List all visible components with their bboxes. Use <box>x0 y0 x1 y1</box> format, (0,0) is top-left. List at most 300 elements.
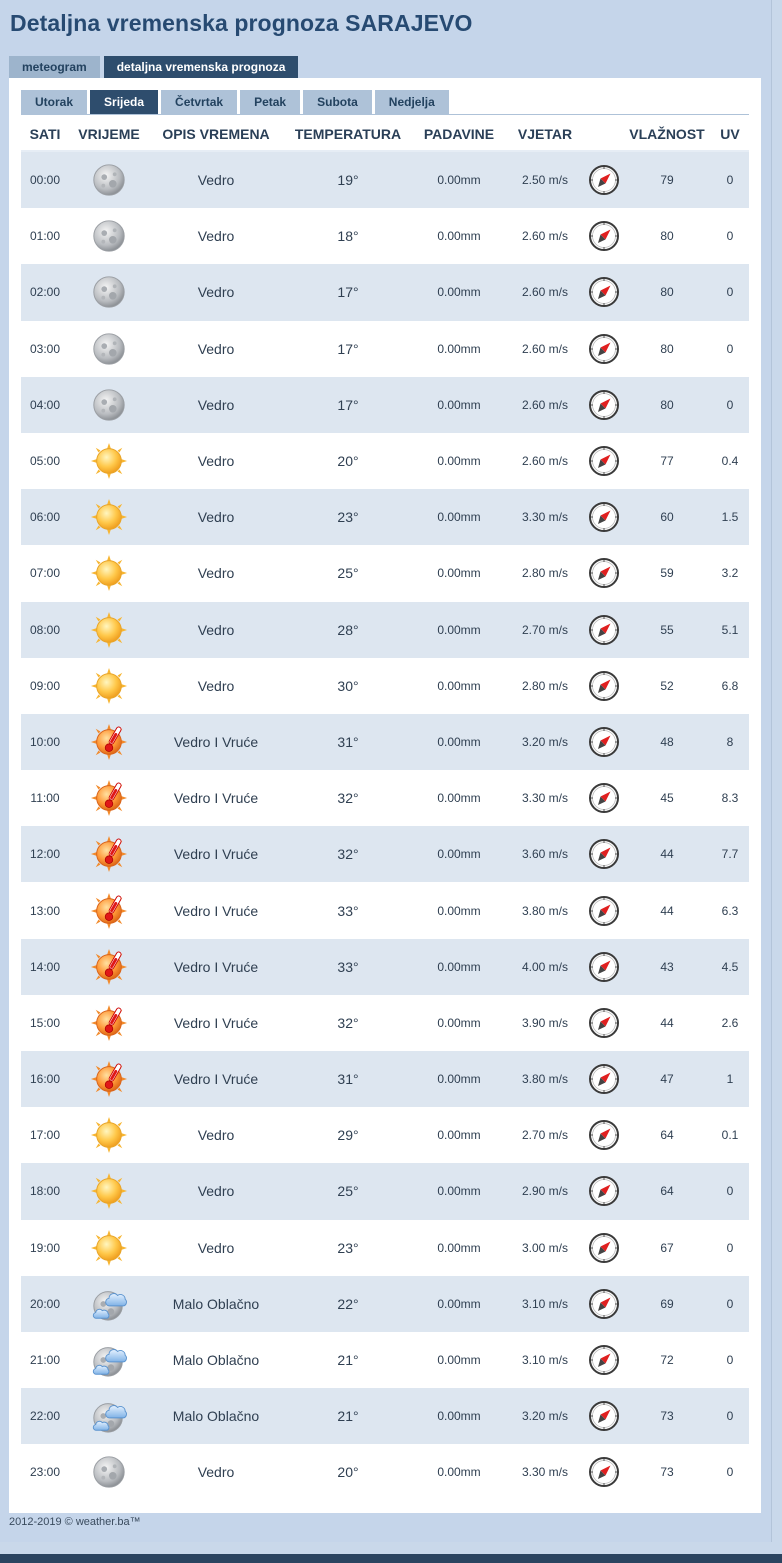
cell-sati: 16:00 <box>29 1072 61 1087</box>
cell-vrijeme <box>69 442 149 480</box>
moon-clear-icon <box>90 161 128 199</box>
compass-icon <box>588 1007 620 1039</box>
cell-temperatura: 29° <box>337 1127 359 1144</box>
sun-icon <box>90 498 128 536</box>
cell-wind-direction <box>585 1232 623 1264</box>
cell-vjetar: 2.60 m/s <box>521 454 569 469</box>
sun-icon <box>90 442 128 480</box>
cell-vjetar: 2.50 m/s <box>521 173 569 188</box>
cell-opis: Vedro I Vruće <box>173 790 259 807</box>
day-tabs <box>21 90 449 114</box>
cell-vjetar: 2.80 m/s <box>521 566 569 581</box>
cell-vlaznost: 55 <box>660 622 674 637</box>
cell-padavine: 0.00mm <box>437 734 481 749</box>
cell-temperatura: 20° <box>337 1464 359 1481</box>
cell-sati: 19:00 <box>29 1240 61 1255</box>
cell-vrijeme <box>69 217 149 255</box>
table-row <box>21 995 749 1051</box>
cell-temperatura: 18° <box>337 228 359 245</box>
table-row <box>21 602 749 658</box>
cell-vjetar: 2.70 m/s <box>521 1128 569 1143</box>
cell-temperatura: 25° <box>337 1183 359 1200</box>
main-tabs <box>9 56 298 78</box>
cell-uv: 1.5 <box>721 510 739 525</box>
cell-vlaznost: 44 <box>660 903 674 918</box>
cell-vrijeme <box>69 948 149 986</box>
cell-padavine: 0.00mm <box>437 847 481 862</box>
compass-icon <box>588 782 620 814</box>
hot-sun-icon <box>90 1060 128 1098</box>
cell-vjetar: 3.80 m/s <box>521 1072 569 1087</box>
cell-padavine: 0.00mm <box>437 1015 481 1030</box>
cell-vrijeme <box>69 1397 149 1435</box>
table-row <box>21 545 749 601</box>
cell-vlaznost: 72 <box>660 1353 674 1368</box>
table-row <box>21 208 749 264</box>
cell-vrijeme <box>69 330 149 368</box>
footer-copyright: 2012-2019 © weather.ba™ <box>9 1516 141 1528</box>
tab-meteogram[interactable]: meteogram <box>9 56 100 78</box>
tab-divider <box>21 114 749 115</box>
cell-padavine: 0.00mm <box>437 510 481 525</box>
cell-temperatura: 22° <box>337 1295 359 1312</box>
cell-sati: 14:00 <box>29 959 61 974</box>
cell-uv: 8 <box>726 734 734 749</box>
cell-temperatura: 17° <box>337 284 359 301</box>
cell-uv: 0.4 <box>721 454 739 469</box>
cell-vjetar: 2.60 m/s <box>521 285 569 300</box>
compass-icon <box>588 670 620 702</box>
header-padavine: PADAVINE <box>423 126 495 142</box>
cell-uv: 2.6 <box>721 1015 739 1030</box>
tab-detaljna-prognoza[interactable]: detaljna vremenska prognoza <box>104 56 299 78</box>
cell-opis: Malo Oblačno <box>172 1295 260 1312</box>
cell-vrijeme <box>69 892 149 930</box>
cell-uv: 0 <box>726 1296 734 1311</box>
tab-utorak[interactable]: Utorak <box>21 90 87 114</box>
cell-wind-direction <box>585 1007 623 1039</box>
compass-icon <box>588 1063 620 1095</box>
cell-vrijeme <box>69 1172 149 1210</box>
cell-wind-direction <box>585 1119 623 1151</box>
moon-cloud-icon <box>90 1341 128 1379</box>
cell-opis: Vedro I Vruće <box>173 1014 259 1031</box>
hot-sun-icon <box>90 1004 128 1042</box>
cell-opis: Vedro <box>197 396 235 413</box>
cell-opis: Vedro I Vruće <box>173 1071 259 1088</box>
cell-opis: Vedro <box>197 677 235 694</box>
forecast-table <box>21 118 749 1501</box>
table-row <box>21 433 749 489</box>
compass-icon <box>588 1232 620 1264</box>
cell-padavine: 0.00mm <box>437 173 481 188</box>
compass-icon <box>588 1456 620 1488</box>
cell-padavine: 0.00mm <box>437 566 481 581</box>
cell-vlaznost: 45 <box>660 791 674 806</box>
table-row <box>21 1332 749 1388</box>
cell-padavine: 0.00mm <box>437 1353 481 1368</box>
compass-icon <box>588 726 620 758</box>
compass-icon <box>588 445 620 477</box>
cell-vlaznost: 80 <box>660 341 674 356</box>
hot-sun-icon <box>90 948 128 986</box>
cell-temperatura: 33° <box>337 902 359 919</box>
cell-uv: 4.5 <box>721 959 739 974</box>
cell-sati: 11:00 <box>30 791 60 806</box>
compass-icon <box>588 220 620 252</box>
cell-temperatura: 23° <box>337 1239 359 1256</box>
header-temperatura: TEMPERATURA <box>294 126 402 142</box>
cell-sati: 07:00 <box>29 566 61 581</box>
cell-opis: Malo Oblačno <box>172 1408 260 1425</box>
cell-padavine: 0.00mm <box>437 1072 481 1087</box>
compass-icon <box>588 1400 620 1432</box>
cell-vjetar: 3.30 m/s <box>521 791 569 806</box>
cell-uv: 5.1 <box>721 622 739 637</box>
hot-sun-icon <box>90 779 128 817</box>
header-uv: UV <box>720 126 740 142</box>
cell-vjetar: 4.00 m/s <box>521 959 569 974</box>
cell-vlaznost: 44 <box>660 1015 674 1030</box>
compass-icon <box>588 951 620 983</box>
cell-opis: Vedro <box>197 340 235 357</box>
cell-wind-direction <box>585 895 623 927</box>
cell-temperatura: 28° <box>337 621 359 638</box>
cell-vrijeme <box>69 1341 149 1379</box>
sun-icon <box>90 667 128 705</box>
table-row <box>21 826 749 882</box>
cell-padavine: 0.00mm <box>437 229 481 244</box>
cell-padavine: 0.00mm <box>437 1128 481 1143</box>
cell-vlaznost: 77 <box>660 454 674 469</box>
table-row <box>21 1107 749 1163</box>
header-vrijeme: VRIJEME <box>78 126 140 142</box>
sun-icon <box>90 1116 128 1154</box>
table-row <box>21 882 749 938</box>
header-opis: OPIS VREMENA <box>162 126 270 142</box>
cell-vlaznost: 80 <box>660 397 674 412</box>
cell-padavine: 0.00mm <box>437 1409 481 1424</box>
cell-opis: Vedro <box>197 621 235 638</box>
cell-wind-direction <box>585 1175 623 1207</box>
table-row <box>21 1444 749 1500</box>
cell-sati: 05:00 <box>29 454 61 469</box>
cell-wind-direction <box>585 951 623 983</box>
table-row <box>21 321 749 377</box>
tab-nedjelja[interactable]: Nedjelja <box>375 90 449 114</box>
cell-sati: 04:00 <box>29 397 61 412</box>
cell-temperatura: 32° <box>337 846 359 863</box>
cell-uv: 0 <box>726 1240 734 1255</box>
cell-padavine: 0.00mm <box>437 285 481 300</box>
compass-icon <box>588 1288 620 1320</box>
cell-opis: Vedro <box>197 453 235 470</box>
cell-opis: Vedro I Vruće <box>173 958 259 975</box>
cell-vrijeme <box>69 779 149 817</box>
cell-opis: Vedro I Vruće <box>173 902 259 919</box>
compass-icon <box>588 557 620 589</box>
cell-vlaznost: 73 <box>660 1409 674 1424</box>
cell-vjetar: 3.20 m/s <box>521 1409 569 1424</box>
cell-vlaznost: 60 <box>660 510 674 525</box>
cell-wind-direction <box>585 670 623 702</box>
sun-icon <box>90 554 128 592</box>
table-row <box>21 939 749 995</box>
cell-temperatura: 17° <box>337 396 359 413</box>
cell-vlaznost: 67 <box>660 1240 674 1255</box>
cell-sati: 09:00 <box>29 678 61 693</box>
table-row <box>21 377 749 433</box>
compass-icon <box>588 1175 620 1207</box>
cell-temperatura: 32° <box>337 790 359 807</box>
cell-opis: Vedro <box>197 1239 235 1256</box>
compass-icon <box>588 333 620 365</box>
cell-temperatura: 20° <box>337 453 359 470</box>
tab-cetvrtak[interactable]: Četvrtak <box>161 90 237 114</box>
sun-icon <box>90 1172 128 1210</box>
table-row <box>21 489 749 545</box>
cell-vrijeme <box>69 1453 149 1491</box>
compass-icon <box>588 895 620 927</box>
compass-icon <box>588 614 620 646</box>
cell-opis: Vedro I Vruće <box>173 733 259 750</box>
cell-vjetar: 2.80 m/s <box>521 678 569 693</box>
table-header <box>21 118 749 152</box>
cell-temperatura: 19° <box>337 172 359 189</box>
compass-icon <box>588 164 620 196</box>
cell-vjetar: 3.60 m/s <box>521 847 569 862</box>
tab-srijeda[interactable]: Srijeda <box>90 90 158 114</box>
cell-sati: 22:00 <box>29 1409 61 1424</box>
cell-wind-direction <box>585 445 623 477</box>
cell-vjetar: 3.10 m/s <box>521 1296 569 1311</box>
cell-vrijeme <box>69 835 149 873</box>
table-row <box>21 1051 749 1107</box>
table-row <box>21 1163 749 1219</box>
cell-wind-direction <box>585 1288 623 1320</box>
cell-vlaznost: 79 <box>660 173 674 188</box>
cell-uv: 6.8 <box>721 678 739 693</box>
cell-opis: Vedro <box>197 509 235 526</box>
cell-padavine: 0.00mm <box>437 959 481 974</box>
cell-vlaznost: 43 <box>660 959 674 974</box>
cell-wind-direction <box>585 333 623 365</box>
bottom-bar <box>0 1554 782 1563</box>
compass-icon <box>588 276 620 308</box>
cell-wind-direction <box>585 782 623 814</box>
sun-icon <box>90 611 128 649</box>
moon-clear-icon <box>90 386 128 424</box>
table-row <box>21 1388 749 1444</box>
cell-vjetar: 3.20 m/s <box>521 734 569 749</box>
cell-padavine: 0.00mm <box>437 903 481 918</box>
cell-vlaznost: 48 <box>660 734 674 749</box>
cell-vjetar: 2.60 m/s <box>521 229 569 244</box>
cell-vrijeme <box>69 498 149 536</box>
cell-padavine: 0.00mm <box>437 791 481 806</box>
cell-sati: 12:00 <box>29 847 61 862</box>
cell-uv: 8.3 <box>721 791 739 806</box>
cell-temperatura: 25° <box>337 565 359 582</box>
cell-sati: 15:00 <box>29 1015 61 1030</box>
cell-padavine: 0.00mm <box>437 1240 481 1255</box>
cell-opis: Vedro <box>197 1127 235 1144</box>
table-row <box>21 770 749 826</box>
cell-uv: 0 <box>726 285 734 300</box>
cell-uv: 0 <box>726 341 734 356</box>
cell-vrijeme <box>69 611 149 649</box>
cell-vrijeme <box>69 273 149 311</box>
cell-vlaznost: 64 <box>660 1184 674 1199</box>
hot-sun-icon <box>90 835 128 873</box>
cell-wind-direction <box>585 276 623 308</box>
cell-vlaznost: 47 <box>660 1072 674 1087</box>
cell-sati: 17:00 <box>29 1128 61 1143</box>
cell-vrijeme <box>69 1004 149 1042</box>
cell-padavine: 0.00mm <box>437 454 481 469</box>
header-vlaznost: VLAŽNOST <box>629 126 705 142</box>
moon-clear-icon <box>90 217 128 255</box>
moon-clear-icon <box>90 330 128 368</box>
cell-uv: 0 <box>726 173 734 188</box>
table-row <box>21 1276 749 1332</box>
cell-opis: Vedro I Vruće <box>173 846 259 863</box>
cell-wind-direction <box>585 220 623 252</box>
cell-vjetar: 3.80 m/s <box>521 903 569 918</box>
cell-opis: Vedro <box>197 565 235 582</box>
compass-icon <box>588 838 620 870</box>
cell-vjetar: 3.30 m/s <box>521 1465 569 1480</box>
cell-temperatura: 17° <box>337 340 359 357</box>
cell-vlaznost: 80 <box>660 229 674 244</box>
cell-vjetar: 2.60 m/s <box>521 397 569 412</box>
table-row <box>21 658 749 714</box>
hot-sun-icon <box>90 892 128 930</box>
cell-wind-direction <box>585 726 623 758</box>
cell-opis: Vedro <box>197 1464 235 1481</box>
moon-clear-icon <box>90 273 128 311</box>
forecast-panel <box>9 78 761 1513</box>
cell-uv: 0 <box>726 397 734 412</box>
cell-wind-direction <box>585 164 623 196</box>
cell-uv: 0 <box>726 229 734 244</box>
table-row <box>21 264 749 320</box>
cell-opis: Malo Oblačno <box>172 1352 260 1369</box>
cell-vjetar: 2.70 m/s <box>521 622 569 637</box>
cell-uv: 0 <box>726 1465 734 1480</box>
cell-padavine: 0.00mm <box>437 341 481 356</box>
cell-vjetar: 3.30 m/s <box>521 510 569 525</box>
hot-sun-icon <box>90 723 128 761</box>
cell-uv: 0 <box>726 1353 734 1368</box>
cell-sati: 23:00 <box>29 1465 61 1480</box>
compass-icon <box>588 1344 620 1376</box>
cell-sati: 18:00 <box>29 1184 61 1199</box>
cell-temperatura: 21° <box>337 1408 359 1425</box>
cell-vrijeme <box>69 161 149 199</box>
cell-sati: 03:00 <box>29 341 61 356</box>
moon-cloud-icon <box>90 1285 128 1323</box>
cell-vrijeme <box>69 667 149 705</box>
cell-sati: 01:00 <box>29 229 61 244</box>
cell-vlaznost: 73 <box>660 1465 674 1480</box>
cell-padavine: 0.00mm <box>437 1296 481 1311</box>
cell-temperatura: 33° <box>337 958 359 975</box>
cell-sati: 00:00 <box>29 173 61 188</box>
cell-opis: Vedro <box>197 1183 235 1200</box>
cell-vrijeme <box>69 554 149 592</box>
page-title: Detaljna vremenska prognoza SARAJEVO <box>10 10 473 36</box>
cell-sati: 13:00 <box>29 903 61 918</box>
cell-wind-direction <box>585 501 623 533</box>
cell-wind-direction <box>585 1344 623 1376</box>
cell-vrijeme <box>69 1229 149 1267</box>
tab-subota[interactable]: Subota <box>303 90 372 114</box>
cell-uv: 7.7 <box>721 847 739 862</box>
cell-sati: 21:00 <box>29 1353 61 1368</box>
cell-vjetar: 2.90 m/s <box>521 1184 569 1199</box>
cell-vjetar: 3.00 m/s <box>521 1240 569 1255</box>
cell-uv: 0.1 <box>721 1128 739 1143</box>
cell-vlaznost: 80 <box>660 285 674 300</box>
header-sati: SATI <box>29 126 61 142</box>
table-row <box>21 714 749 770</box>
cell-vlaznost: 44 <box>660 847 674 862</box>
cell-vlaznost: 52 <box>660 678 674 693</box>
cell-vjetar: 2.60 m/s <box>521 341 569 356</box>
cell-vrijeme <box>69 1060 149 1098</box>
cell-wind-direction <box>585 1400 623 1432</box>
cell-temperatura: 30° <box>337 677 359 694</box>
cell-uv: 1 <box>726 1072 734 1087</box>
cell-wind-direction <box>585 838 623 870</box>
cell-vlaznost: 59 <box>660 566 674 581</box>
cell-padavine: 0.00mm <box>437 622 481 637</box>
cell-vrijeme <box>69 1285 149 1323</box>
compass-icon <box>588 389 620 421</box>
table-row <box>21 1220 749 1276</box>
cell-sati: 10:00 <box>29 734 61 749</box>
cell-temperatura: 23° <box>337 509 359 526</box>
cell-vlaznost: 64 <box>660 1128 674 1143</box>
cell-vrijeme <box>69 1116 149 1154</box>
header-vjetar: VJETAR <box>517 126 573 142</box>
cell-wind-direction <box>585 557 623 589</box>
cell-vlaznost: 69 <box>660 1296 674 1311</box>
cell-sati: 08:00 <box>29 622 61 637</box>
cell-temperatura: 21° <box>337 1352 359 1369</box>
cell-uv: 3.2 <box>721 566 739 581</box>
cell-vrijeme <box>69 386 149 424</box>
cell-padavine: 0.00mm <box>437 397 481 412</box>
cell-temperatura: 31° <box>337 733 359 750</box>
cell-sati: 20:00 <box>29 1296 61 1311</box>
cell-temperatura: 32° <box>337 1014 359 1031</box>
cell-uv: 0 <box>726 1409 734 1424</box>
tab-petak[interactable]: Petak <box>240 90 300 114</box>
cell-opis: Vedro <box>197 284 235 301</box>
cell-wind-direction <box>585 1456 623 1488</box>
cell-opis: Vedro <box>197 172 235 189</box>
cell-sati: 06:00 <box>29 510 61 525</box>
table-body <box>21 152 749 1501</box>
moon-cloud-icon <box>90 1397 128 1435</box>
cell-vjetar: 3.90 m/s <box>521 1015 569 1030</box>
cell-temperatura: 31° <box>337 1071 359 1088</box>
cell-vrijeme <box>69 723 149 761</box>
cell-uv: 6.3 <box>721 903 739 918</box>
sun-icon <box>90 1229 128 1267</box>
